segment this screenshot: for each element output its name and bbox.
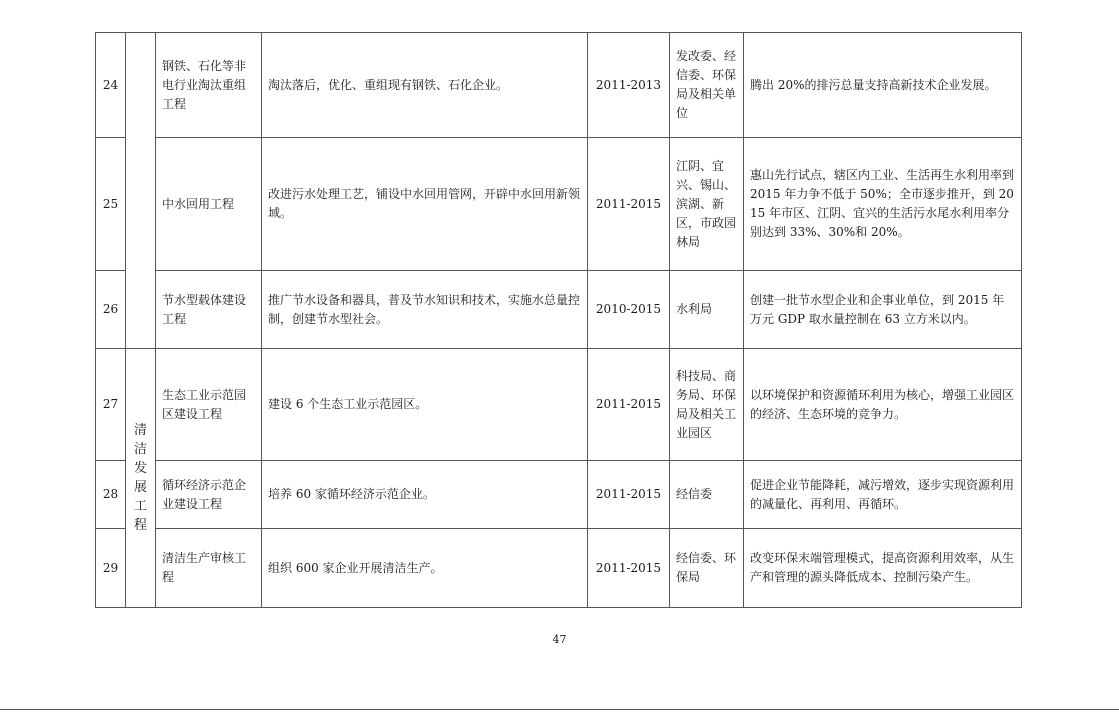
category-label: 清洁发展工程 (133, 423, 147, 533)
table-row (96, 33, 1022, 138)
project-name: 生态工业示范园区建设工程 (156, 349, 262, 461)
category-clean-development (126, 349, 156, 608)
project-content: 推广节水设备和器具，普及节水知识和技术，实施水总量控制，创建节水型社会。 (262, 271, 588, 349)
project-goal: 惠山先行试点，辖区内工业、生活再生水利用率到 2015 年力争不低于 50%；全市逐步推开，到 2015 年市区、江阴、宜兴的生活污水尾水利用率分别达到 33%、30%和 20%。 (744, 138, 1022, 271)
project-name: 钢铁、石化等非电行业淘汰重组工程 (156, 33, 262, 138)
project-content: 培养 60 家循环经济示范企业。 (262, 461, 588, 529)
responsible-dept: 经信委、环保局 (670, 529, 744, 608)
project-name: 节水型载体建设工程 (156, 271, 262, 349)
project-goal: 促进企业节能降耗，减污增效，逐步实现资源利用的减量化、再利用、再循环。 (744, 461, 1022, 529)
table-row (96, 461, 1022, 529)
project-goal: 改变环保末端管理模式，提高资源利用效率，从生产和管理的源头降低成本、控制污染产生。 (744, 529, 1022, 608)
project-content: 淘汰落后，优化、重组现有钢铁、石化企业。 (262, 33, 588, 138)
responsible-dept: 江阴、宜兴、锡山、滨湖、新区，市政园林局 (670, 138, 744, 271)
responsible-dept: 发改委、经信委、环保局及相关单位 (670, 33, 744, 138)
project-goal: 以环境保护和资源循环利用为核心，增强工业园区的经济、生态环境的竞争力。 (744, 349, 1022, 461)
project-content: 建设 6 个生态工业示范园区。 (262, 349, 588, 461)
page-number: 47 (552, 633, 567, 646)
row-number: 27 (96, 349, 126, 461)
page-divider (0, 709, 1119, 710)
project-period: 2011-2015 (588, 529, 670, 608)
row-number: 24 (96, 33, 126, 138)
project-period: 2011-2015 (588, 138, 670, 271)
row-number: 26 (96, 271, 126, 349)
project-content: 改进污水处理工艺，铺设中水回用管网，开辟中水回用新领域。 (262, 138, 588, 271)
project-period: 2011-2013 (588, 33, 670, 138)
project-name: 循环经济示范企业建设工程 (156, 461, 262, 529)
project-goal: 腾出 20%的排污总量支持高新技术企业发展。 (744, 33, 1022, 138)
table-row (96, 529, 1022, 608)
project-goal: 创建一批节水型企业和企事业单位，到 2015 年万元 GDP 取水量控制在 63 立方米以内。 (744, 271, 1022, 349)
responsible-dept: 经信委 (670, 461, 744, 529)
table-row (96, 138, 1022, 271)
table-row (96, 271, 1022, 349)
project-period: 2011-2015 (588, 349, 670, 461)
row-number: 29 (96, 529, 126, 608)
table-row (96, 349, 1022, 461)
responsible-dept: 水利局 (670, 271, 744, 349)
project-period: 2010-2015 (588, 271, 670, 349)
row-number: 25 (96, 138, 126, 271)
project-name: 清洁生产审核工程 (156, 529, 262, 608)
project-period: 2011-2015 (588, 461, 670, 529)
project-content: 组织 600 家企业开展清洁生产。 (262, 529, 588, 608)
row-number: 28 (96, 461, 126, 529)
project-name: 中水回用工程 (156, 138, 262, 271)
responsible-dept: 科技局、商务局、环保局及相关工业园区 (670, 349, 744, 461)
category-cell-previous (126, 33, 156, 349)
projects-table (95, 32, 1022, 608)
